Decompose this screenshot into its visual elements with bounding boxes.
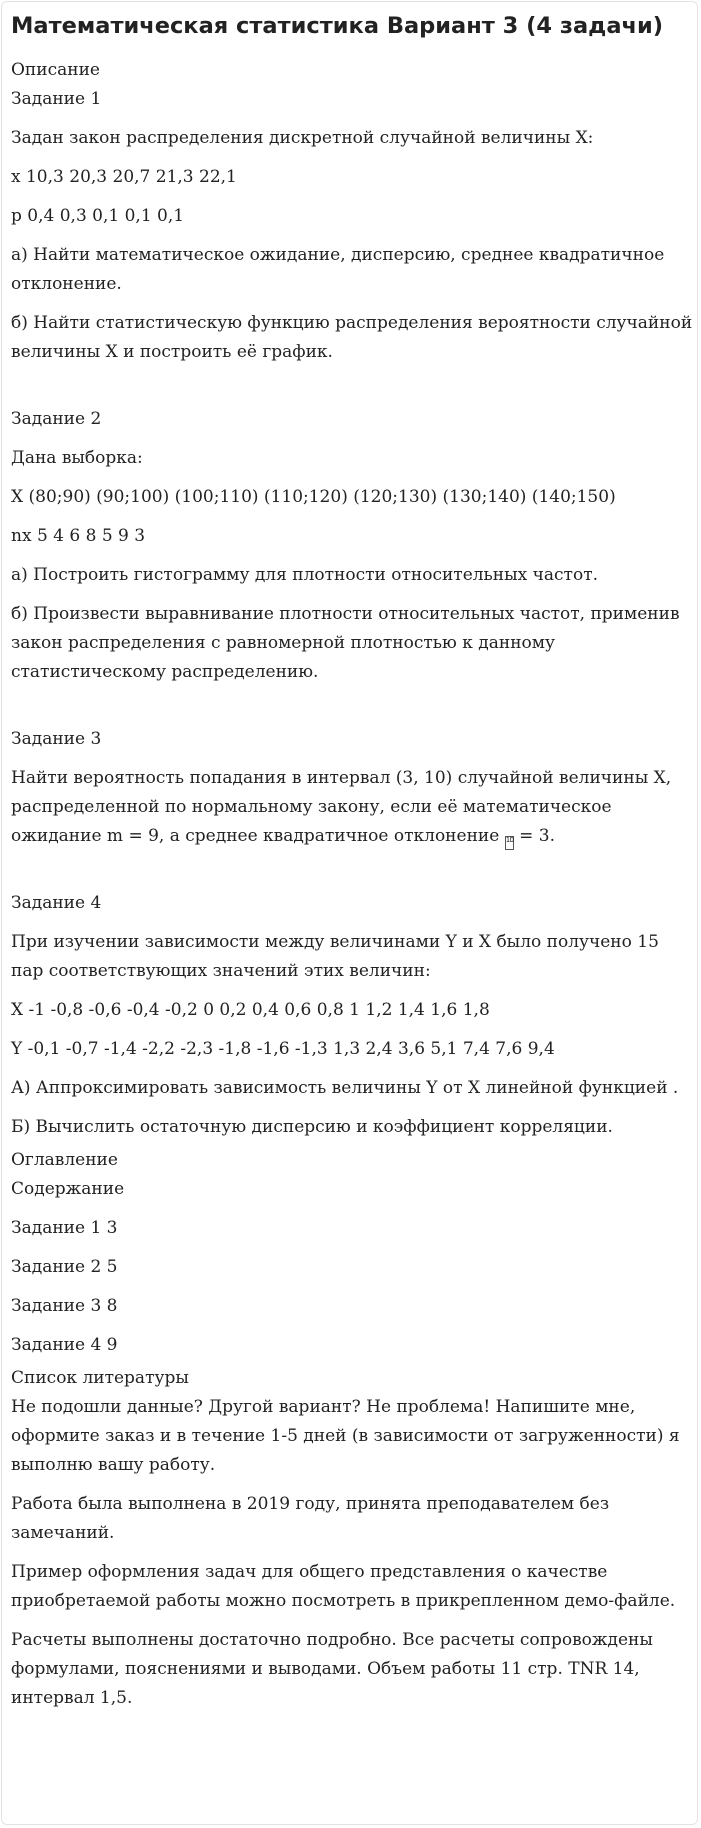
toc-label: Оглавление [11,1150,118,1170]
page-title: Математическая статистика Вариант 3 (4 задачи) [11,13,664,39]
note-paragraph: Работа была выполнена в 2019 году, принята преподавателем без замечаний. [11,1494,610,1543]
spacer [11,861,695,889]
references-label: Список литературы [11,1368,189,1388]
task1-p-row: p 0,4 0,3 0,1 0,1 0,1 [11,206,185,226]
note-paragraph: Пример оформления задач для общего представления о качестве приобретаемой работы можно посмотреть в прикрепленном демо-файле. [11,1562,676,1611]
task1-intro: Задан закон распределения дискретной случайной величины X: [11,128,594,148]
spacer [11,697,695,725]
task4-intro: При изучении зависимости между величинами Y и X было получено 15 пар соответствующих значений этих величин: [11,932,659,981]
task1-part-b: б) Найти статистическую функцию распределения вероятности случайной величины X и построить её график. [11,313,693,362]
task2-x-row: X (80;90) (90;100) (100;110) (110;120) (120;130) (130;140) (140;150) [11,487,616,507]
task2-part-a: а) Построить гистограмму для плотности относительных частот. [11,565,599,585]
note-paragraph: Расчеты выполнены достаточно подробно. Все расчеты сопровождены формулами, пояснениями и выводами. Объем работы 11 стр. TNR 14, интервал 1,5. [11,1630,653,1708]
task2-heading: Задание 2 [11,409,102,429]
note-paragraph: Не подошли данные? Другой вариант? Не проблема! Напишите мне, оформите заказ и в течение 1-5 дней (в зависимости от загруженности) я выполню вашу работу. [11,1397,680,1475]
task1-part-a: а) Найти математическое ожидание, дисперсию, среднее квадратичное отклонение. [11,245,665,294]
toc-item: Задание 1 3 [11,1218,118,1238]
toc-item: Задание 3 8 [11,1296,118,1316]
spacer [11,377,695,405]
task4-part-b: Б) Вычислить остаточную дисперсию и коэффициент корреляции. [11,1117,613,1137]
task1-heading: Задание 1 [11,89,102,109]
work-description [11,10,695,1723]
task2-n-row: nx 5 4 6 8 5 9 3 [11,526,146,546]
task2-part-b: б) Произвести выравнивание плотности относительных частот, применив закон распределения с равномерной плотностью к данному статистическому распределению. [11,604,680,682]
task4-x-row: X -1 -0,8 -0,6 -0,4 -0,2 0 0,2 0,4 0,6 0,8 1 1,2 1,4 1,6 1,8 [11,1000,490,1020]
description-label: Описание [11,60,100,80]
task3-text [11,764,695,851]
task4-y-row: Y -0,1 -0,7 -1,4 -2,2 -2,3 -1,8 -1,6 -1,3 1,3 2,4 3,6 5,1 7,4 7,6 9,4 [11,1039,555,1059]
task2-intro: Дана выборка: [11,448,143,468]
task4-part-a: А) Аппроксимировать зависимость величины Y от X линейной функцией . [11,1078,679,1098]
sigma-missing-glyph-icon: 1D [505,836,514,850]
task4-heading: Задание 4 [11,893,102,913]
task3-tail: = 3. [513,826,555,846]
task1-x-row: x 10,3 20,3 20,7 21,3 22,1 [11,167,237,187]
toc-heading: Содержание [11,1179,125,1199]
toc-item: Задание 2 5 [11,1257,118,1277]
task3-body: Найти вероятность попадания в интервал (3, 10) случайной величины X, распределенной по нормальному закону, если её математическое ожидание m = 9, а среднее квадратичное отклонение [11,768,672,846]
toc-item: Задание 4 9 [11,1335,118,1355]
content-card [1,1,698,1825]
task3-heading: Задание 3 [11,729,102,749]
